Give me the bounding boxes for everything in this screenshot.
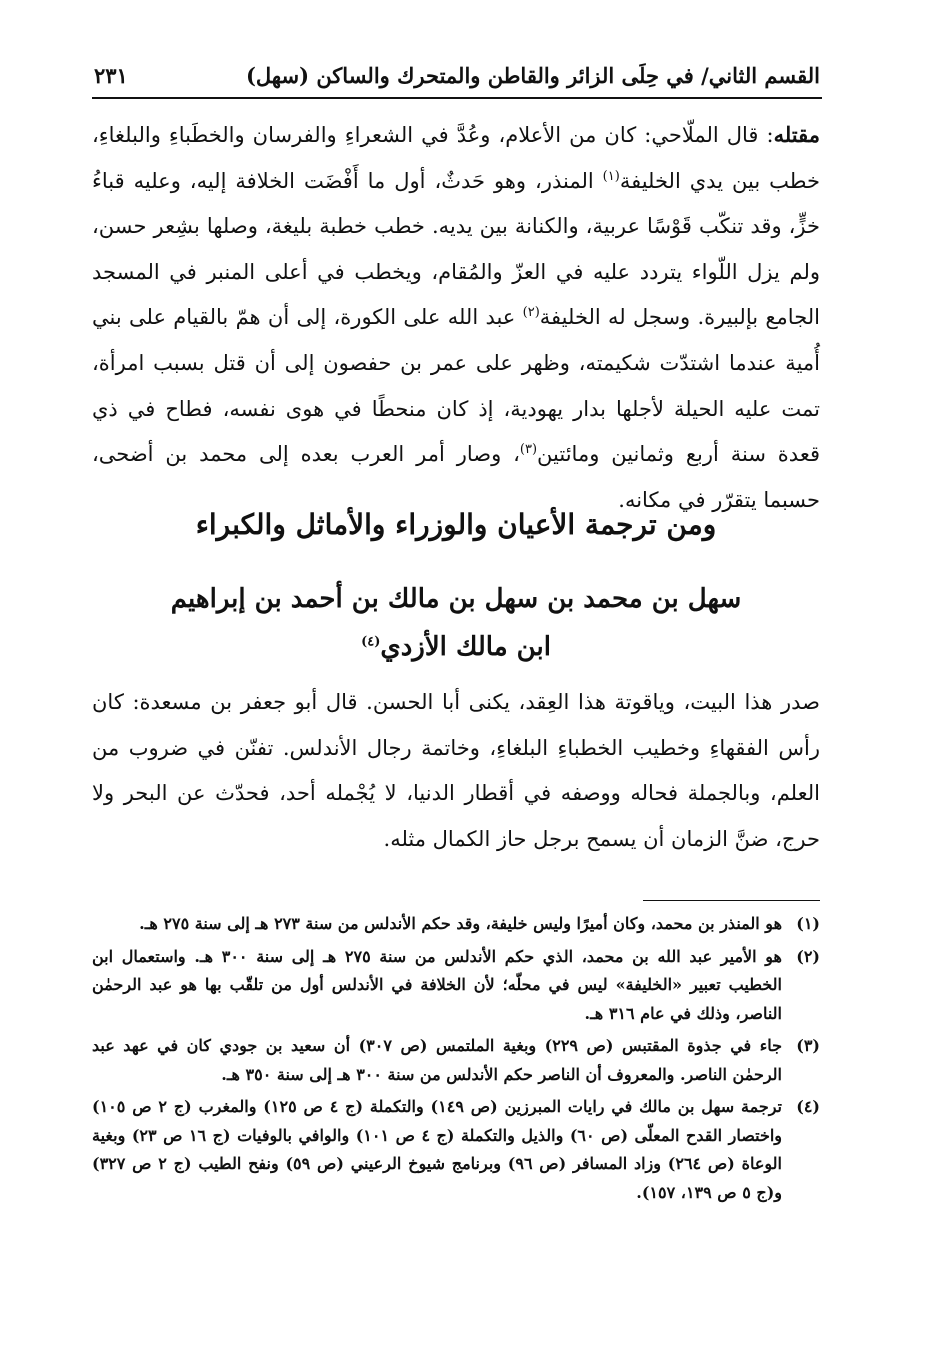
footnote-number: (٣) <box>796 1036 820 1055</box>
paragraph-death <box>92 112 820 523</box>
footnotes <box>92 910 820 1211</box>
biography-heading-line2 <box>92 623 820 671</box>
footnote-number: (٤) <box>796 1097 820 1116</box>
footnote-number: (١) <box>796 914 820 933</box>
footnote-item <box>92 1093 820 1207</box>
footnote-ref[interactable]: (٣) <box>519 442 538 458</box>
biography-heading-name: ابن مالك الأزدي <box>380 632 551 662</box>
paragraph-text: المنذر، وهو حَدثٌ، أول ما أَفْضَت الخلافة إليه، وعليه قباءُ خزٍّ، وقد تنكّب قَوْسًا عربية، والكنانة بين يديه. خطب خطبة بليغة، وصلها بشِعر حسن، ولم يزل اللّواء يتردد عليه في العزّ والمُقام، ويخطب في أعلى المنبر في المسجد الجامع بإلبيرة. وسجل له الخليفة <box>92 168 820 330</box>
footnote-ref[interactable]: (٤) <box>361 634 381 650</box>
footnote-item <box>92 910 820 939</box>
header-rule <box>92 97 822 99</box>
paragraph-biography: صدر هذا البيت، وياقوتة هذا العِقد، يكنى أبا الحسن. قال أبو جعفر بن مسعدة: كان رأس الفقهاءِ وخطيب الخطباءِ البلغاءِ، وخاتمة رجال الأندلس. تفنّن في ضروب من العلم، وبالجملة فحاله ووصفه في أقطار الدنيا، لا يُجْمله أحد، فحدّث عن البحر ولا حرج، ضنَّ الزمان أن يسمح برجل حاز الكمال مثله. <box>92 690 820 851</box>
footnote-ref[interactable]: (١) <box>602 168 620 184</box>
paragraph-text: ، وصار أمر العرب بعده إلى محمد بن أضحى، حسبما يتقرّر في مكانه. <box>92 442 820 512</box>
footnote-item <box>92 943 820 1029</box>
footnote-text: هو المنذر بن محمد، وكان أميرًا وليس خليفة، وقد حكم الأندلس من سنة ٢٧٣ هـ إلى سنة ٢٧٥ هـ. <box>139 914 782 933</box>
paragraph-lead-word: مقتله <box>773 122 820 147</box>
biography-heading <box>92 575 820 671</box>
footnote-text: ترجمة سهل بن مالك في رايات المبرزين (ص ١٤٩) والتكملة (ج ٤ ص ١٢٥) والمغرب (ج ٢ ص ١٠٥) واختصار القدح المعلّى (ص ٦٠) والذيل والتكملة (ج ٤ ص ١٠١) والوافي بالوفيات (ج ١٦ ص ٢٣) وبغية الوعاة (ص ٢٦٤) وزاد المسافر (ص ٩٦) وبرنامج شيوخ الرعيني (ص ٥٩) ونفح الطيب (ج ٢ ص ٣٢٧) و(ج ٥ ص ١٣٩، ١٥٧). <box>92 1097 783 1202</box>
footnote-text: جاء في جذوة المقتبس (ص ٢٢٩) وبغية الملتمس (ص ٣٠٧) أن سعيد بن جودي كان في عهد عبد الرحمٰن الناصر. والمعروف أن الناصر حكم الأندلس من سنة ٣٠٠ هـ إلى سنة ٣٥٠ هـ. <box>92 1036 783 1084</box>
page-number: ٢٣١ <box>94 62 128 88</box>
section-heading: ومن ترجمة الأعيان والوزراء والأماثل والكبراء <box>195 508 717 541</box>
footnote-rule <box>643 900 820 901</box>
footnote-item <box>92 1032 820 1089</box>
paragraph-text: عبد الله على الكورة، إلى أن همّ بالقيام على بني أُمية عندما اشتدّت شكيمته، وظهر على عمر بن حفصون إلى أن قتل بسبب امرأة، تمت عليه الحيلة لأجلها بدار يهودية، إذ كان منحطًا في هوى نفسه، فطاح في ذي قعدة سنة أربع وثمانين ومائتين <box>92 305 821 467</box>
biography-heading-line1: سهل بن محمد بن سهل بن مالك بن أحمد بن إبراهيم <box>170 584 742 614</box>
running-title: القسم الثاني/ في حِلَى الزائر والقاطن والمتحرك والساكن (سهل) <box>245 62 820 88</box>
footnote-ref[interactable]: (٢) <box>522 305 540 321</box>
page-header <box>94 56 820 94</box>
paragraph-text: : قال الملّاحي: كان من الأعلام، وعُدَّ في الشعراءِ والفرسان والخطَباءِ والبلغاءِ، خطب بين يدي الخليفة <box>92 123 820 193</box>
footnote-number: (٢) <box>796 946 820 966</box>
footnote-text: هو الأمير عبد الله بن محمد، الذي حكم الأندلس من سنة ٢٧٥ هـ إلى سنة ٣٠٠ هـ. واستعمال ابن الخطيب تعبير «الخليفة» ليس في محلّه؛ لأن الخلافة في الأندلس أول من تلقّب بها هو عبد الرحمٰن الناصر، وذلك في عام ٣١٦ هـ. <box>92 946 782 1023</box>
